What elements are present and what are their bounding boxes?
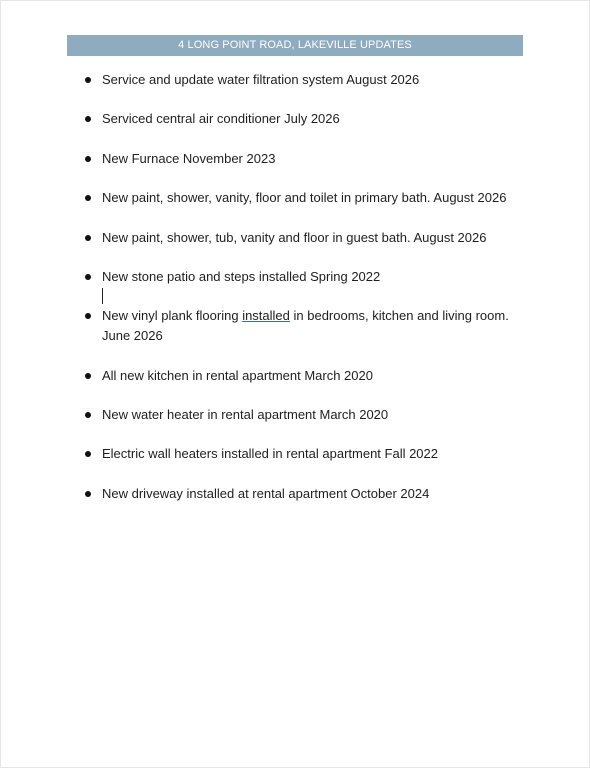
list-item-text[interactable]: New water heater in rental apartment March 2020 (102, 407, 389, 422)
bullet-icon (85, 116, 91, 122)
bullet-icon (85, 235, 91, 241)
list-item-text[interactable]: Service and update water filtration system August 2026 (102, 72, 420, 87)
list-item-text[interactable]: New paint, shower, vanity, floor and toilet in primary bath. August 2026 (102, 190, 507, 205)
bullet-icon (85, 195, 91, 201)
bullet-icon (85, 274, 91, 280)
list-item-text-after: in bedrooms, kitchen and living room. June 2026 (102, 308, 509, 343)
list-item-text[interactable]: Serviced central air conditioner July 2026 (102, 111, 340, 126)
document-title: 4 LONG POINT ROAD, LAKEVILLE UPDATES (67, 35, 523, 56)
list-item-text[interactable]: All new kitchen in rental apartment March 2020 (102, 368, 373, 383)
bullet-icon (85, 156, 91, 162)
bullet-icon (85, 77, 91, 83)
list-item-text[interactable]: New stone patio and steps installed Spring 2022 (102, 269, 381, 284)
list-item-text[interactable] (102, 306, 532, 346)
bullet-icon (85, 313, 91, 319)
list-item-text[interactable]: New Furnace November 2023 (102, 151, 276, 166)
text-cursor (102, 288, 103, 304)
list-item-text[interactable]: Electric wall heaters installed in rental apartment Fall 2022 (102, 446, 439, 461)
list-item-text-before: New vinyl plank flooring (102, 308, 243, 323)
bullet-icon (85, 373, 91, 379)
bullet-icon (85, 412, 91, 418)
list-item-text[interactable]: New driveway installed at rental apartment October 2024 (102, 486, 430, 501)
underlined-word[interactable]: installed (242, 308, 290, 323)
bullet-icon (85, 451, 91, 457)
list-item-text[interactable]: New paint, shower, tub, vanity and floor in guest bath. August 2026 (102, 230, 487, 245)
bullet-icon (85, 491, 91, 497)
